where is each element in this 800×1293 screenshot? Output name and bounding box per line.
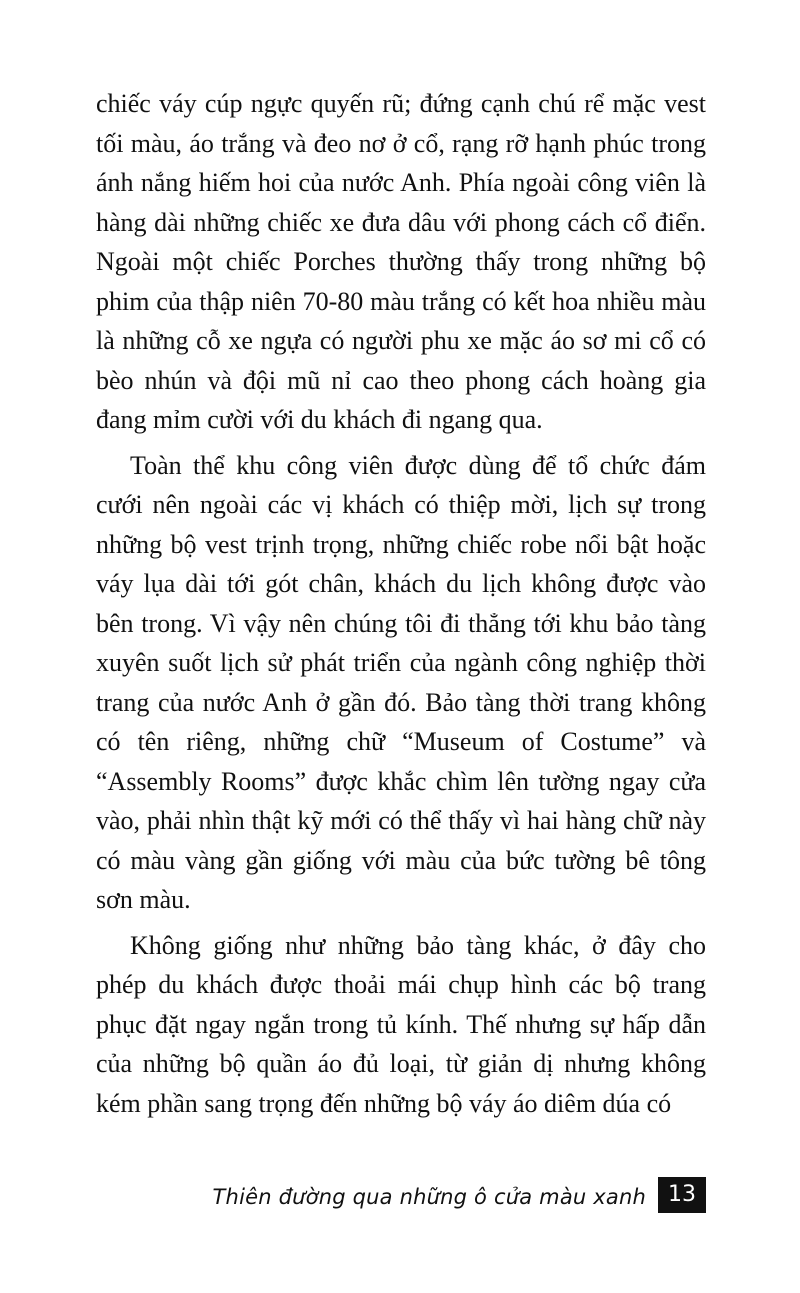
page-number: 13 (658, 1177, 706, 1213)
paragraph-1: chiếc váy cúp ngực quyến rũ; đứng cạnh chú rể mặc vest tối màu, áo trắng và đeo nơ ở cổ, rạng rỡ hạnh phúc trong ánh nắng hiếm hoi của nước Anh. Phía ngoài công viên là hàng dài những chiếc xe đưa dâu với phong cách cổ điển. Ngoài một chiếc Porches thường thấy trong những bộ phim của thập niên 70-80 màu trắng có kết hoa nhiều màu là những cỗ xe ngựa có người phu xe mặc áo sơ mi cổ có bèo nhún và đội mũ nỉ cao theo phong cách hoàng gia đang mỉm cười với du khách đi ngang qua. (96, 89, 706, 434)
running-title: Thiên đường qua những ô cửa màu xanh (212, 1185, 646, 1209)
paragraph-3: Không giống như những bảo tàng khác, ở đây cho phép du khách được thoải mái chụp hình các bộ trang phục đặt ngay ngắn trong tủ kính. Thế nhưng sự hấp dẫn của những bộ quần áo đủ loại, từ giản dị nhưng không kém phần sang trọng đến những bộ váy áo diêm dúa có (96, 930, 706, 1118)
body-text (96, 84, 706, 1123)
paragraph-2: Toàn thể khu công viên được dùng để tổ chức đám cưới nên ngoài các vị khách có thiệp mời, lịch sự trong những bộ vest trịnh trọng, những chiếc robe nổi bật hoặc váy lụa dài tới gót chân, khách du lịch không được vào bên trong. Vì vậy nên chúng tôi đi thẳng tới khu bảo tàng xuyên suốt lịch sử phát triển của ngành công nghiệp thời trang của nước Anh ở gần đó. Bảo tàng thời trang không có tên riêng, những chữ “Museum of Costume” và “Assembly Rooms” được khắc chìm lên tường ngay cửa vào, phải nhìn thật kỹ mới có thể thấy vì hai hàng chữ này có màu vàng gần giống với màu của bức tường bê tông sơn màu. (96, 450, 706, 914)
page-footer (0, 1177, 706, 1217)
